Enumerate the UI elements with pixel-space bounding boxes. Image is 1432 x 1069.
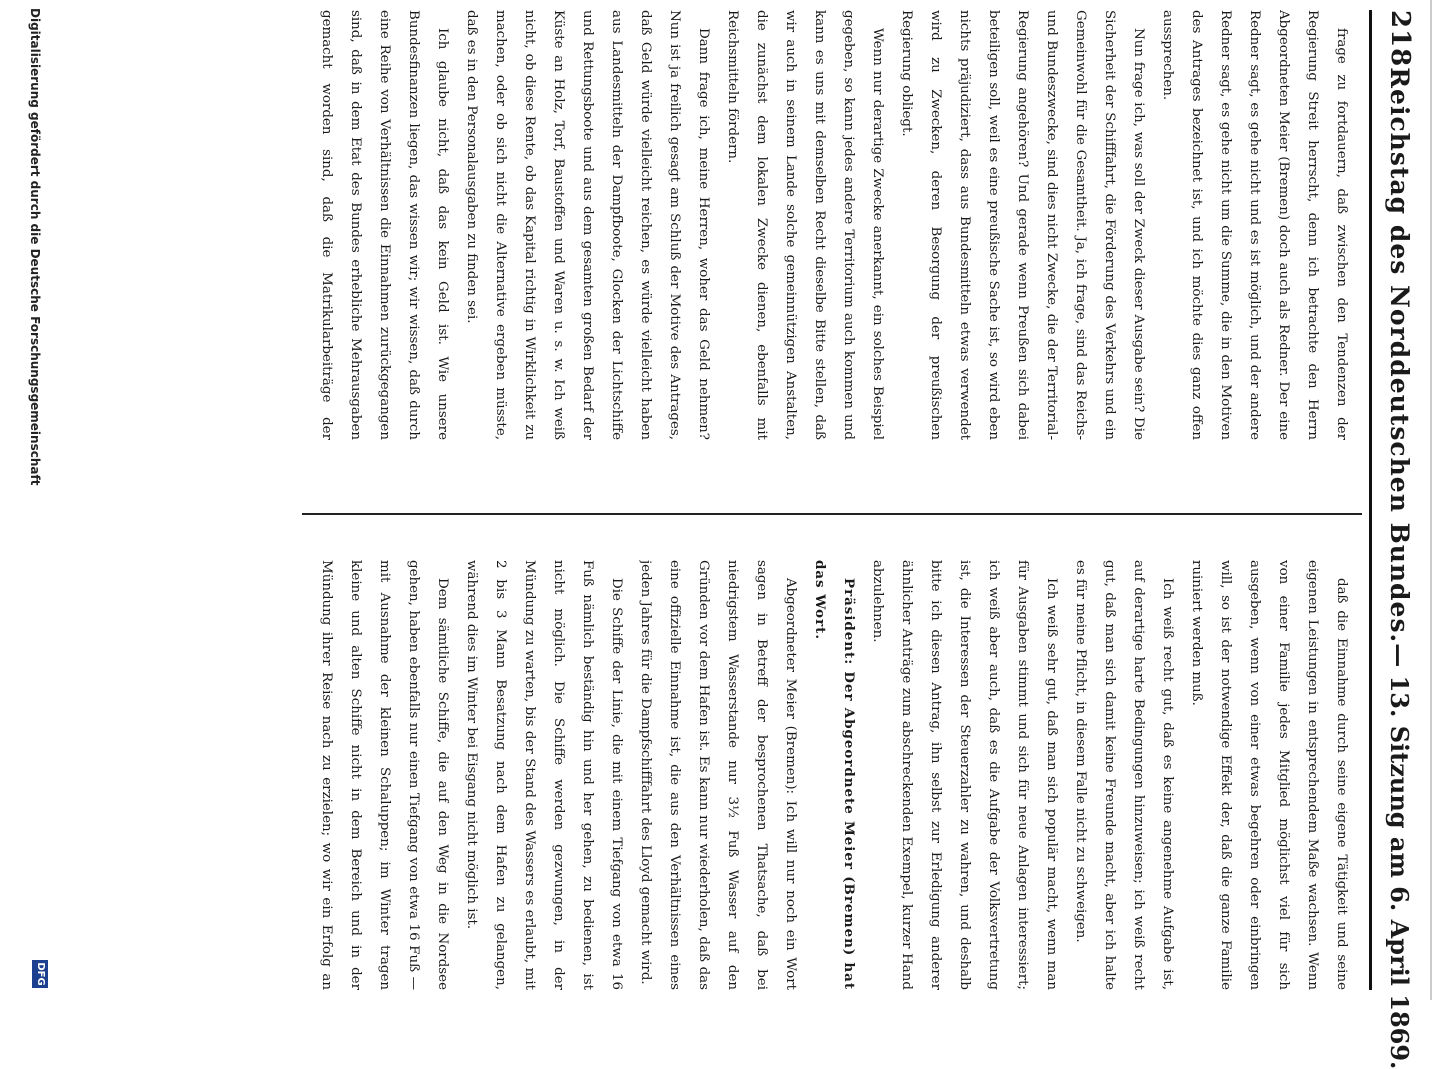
paragraph: frage zu fortdauern, daß zwischen den Tendenzen der Regierung Streit herrscht, denn ich betrachte den Herrn Abgeordneten Meier (Bremen) doch auch als Redner. Der eine Redner sagt, es gehe nicht und es ist möglich, und der andere Redner sagt, es gehe nicht um die Summe, die in den Motiven des Antrages bezeichnet ist, und ich möchte dies ganz offen aussprechen. (1160, 10, 1349, 440)
column-divider (302, 513, 1362, 515)
page-header (1369, 10, 1428, 1069)
page-number: 218 (1385, 10, 1415, 68)
paragraph: Ich weiß sehr gut, daß man sich populär macht, wenn man für Ausgaben stimmt und sich für neue Anlagen interessiert; ich weiß aber auch, daß es die Aufgabe der Volksvertretung ist, die Interessen der Steuerzahler zu wahren, und deshalb bitte ich diesen Antrag, ihn selbst zur Erledigung anderer ähnlicher Anträge zum abschreckenden Exempel, kurzer Hand abzulehnen. (870, 560, 1059, 990)
dfg-logo: DFG (32, 960, 48, 988)
paragraph: daß die Einnahme durch seine eigene Tätigkeit und seine eigenen Leistungen in entsprechendem Maße wachsen. Wenn von einer Familie jedes Mitglied möglichst viel für sich ausgeben, wenn von einer etwas begehren oder einbringen will, so ist der notwendige Effekt der, daß die ganze Familie ruiniert werden muß. (1189, 560, 1349, 990)
publication-title: Reichstag des Norddeutschen Bundes. (1385, 67, 1415, 644)
paragraph: Dem sämtliche Schiffe, die auf den Weg in die Nordsee gehen, haben ebenfalls nur einen Tiefgang von etwa 16 Fuß — mit Ausnahme der kleinen Schaluppen; im Winter tragen kleine und alten Schiffe nicht in dem Bereich und in der Mündung ihrer Reise nach zu erzielen; wo wir ein Erfolg an (319, 560, 450, 990)
paragraph: Wenn nur derartige Zwecke anerkannt, ein solches Beispiel gegeben, so kann jedes andere Territorium auch kommen und kann es uns mit demselben Recht dieselbe Bitte stellen, daß wir auch in seinem Lande solche gemeinnützigen Anstalten, die zunächst dem lokalen Zwecke dienen, ebenfalls mit Reichsmitteln fördern. (725, 10, 885, 440)
footer-strip (0, 0, 52, 1000)
paragraph: Nun frage ich, was soll der Zweck dieser Ausgabe sein? Die Sicherheit der Schifffahrt, die Förderung des Verkehrs und ein Gemeinwohl für die Gesamtheit. Ja, ich frage, sind das Reichs- und Bundeszwecke, sind dies nicht Zwecke, die der Territorial-Regierung angehören? Und gerade wenn Preußen sich dabei beteiligen soll, weil es eine preußische Sache ist, so wird eben nichts präjudiziert, dass aus Bundesmitteln etwas verwendet wird zu Zwecken, deren Besorgung der preußischen Regierung obliegt. (899, 10, 1146, 440)
text-column-first (316, 560, 1356, 990)
session-date: — 13. Sitzung am 6. April 1869. (1385, 643, 1415, 1069)
paragraph: Dann frage ich, meine Herren, woher das Geld nehmen? Nun ist ja freilich gesagt am Schluß der Motive des Antrages, daß Geld würde vielleicht reichen, es würde vielleicht haben aus Landesmitteln der Dampfboote, Glocken der Lichtschiffe und Rettungsboote und aus dem gesamten großen Bedarf der Küste an Holz, Torf, Baustoffen und Waren u. s. w. Ich weiß nicht, ob diese Rente, ob das Kapital richtig in Wirklichkeit zu machen, oder ob sich nicht die Alternative ergeben müsste, daß es in den Personalausgaben zu finden sei. (464, 10, 711, 440)
speaker-line: Präsident: Der Abgeordnete Meier (Bremen) hat das Wort. (812, 560, 857, 990)
digitization-credit: Digitalisierung gefördert durch die Deutsche Forschungsgemeinschaft (28, 8, 42, 486)
text-column-second (316, 10, 1356, 440)
paragraph: Die Schiffe der Linie, die mit einem Tiefgang von etwa 16 Fuß nämlich beständig hin und her gehen, zu bedienen, ist nicht möglich. Die Schiffe werden gezwungen, in der Mündung zu warten, bis der Stand des Wassers es erlaubt, mit 2 bis 3 Mann Besatzung nach dem Hafen zu gelangen, während dies im Winter bei Eisgang nicht möglich ist. (464, 560, 624, 990)
paragraph: Abgeordneter Meier (Bremen): Ich will nur noch ein Wort sagen in Betreff der besprochenen Thatsache, daß bei niedrigstem Wasserstande nur 3½ Fuß Wasser auf den Gründen vor dem Hafen ist. Es kann nur wiederholen, daß das eine offizielle Einnahme ist, die aus den Verhältnissen eines jeden Jahres für die Dampfschifffahrt des Lloyd gemacht wird. (638, 560, 798, 990)
paragraph: Ich weiß recht gut, daß es keine angenehme Aufgabe ist, auf derartige harte Bedingungen hinzuweisen; ich weiß recht gut, daß man sich damit keine Freunde macht, aber ich halte es für meine Pflicht, in diesem Falle nicht zu schweigen. (1073, 560, 1175, 990)
paragraph: Ich glaube nicht, daß das kein Geld ist. Wie unsere Bundesfinanzen liegen, das wissen wir; wir wissen, daß durch eine Reihe von Verhältnissen die Einnahmen zurückgegangen sind, daß in dem Etat des Bundes erhebliche Mehrausgaben gemacht worden sind, daß die Matrikularbeiträge der (319, 10, 450, 440)
